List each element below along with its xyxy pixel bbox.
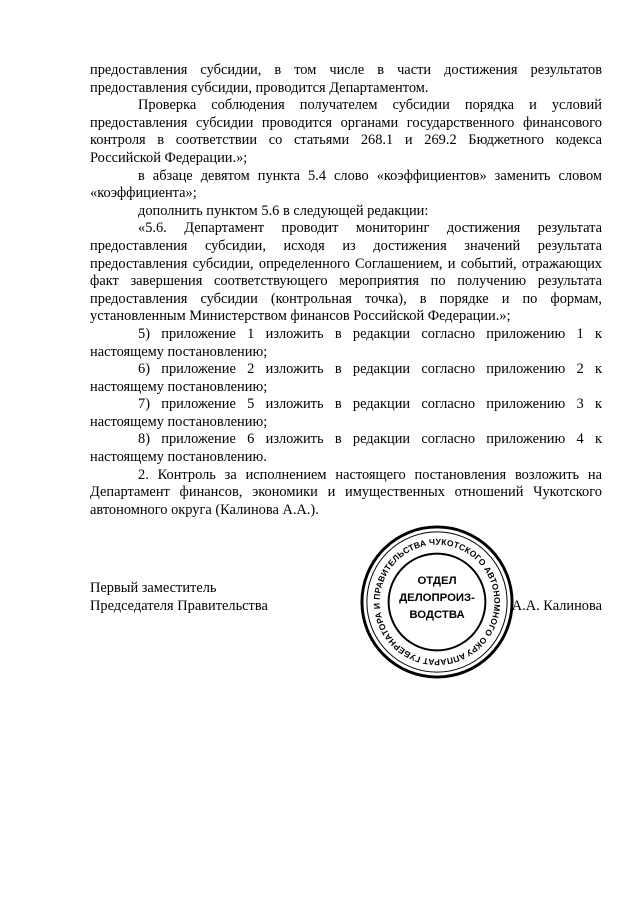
paragraph: 6) приложение 2 изложить в редакции согласно приложению 2 к настоящему постановлению; [90,361,602,395]
paragraph: 5) приложение 1 изложить в редакции согласно приложению 1 к настоящему постановлению; [90,325,602,360]
signatory-position-line: Председателя Правительства [90,598,268,614]
paragraph: 2. Контроль за исполнением настоящего постановления возложить на Департамент финансов, экономики и имущественных отношений Чукотского автономного округа (Калинова А.А.). [90,466,602,518]
signatory-position-line: Первый заместитель [90,580,217,596]
signatory-name: А.А. Калинова [511,598,602,614]
paragraph: «5.6. Департамент проводит мониторинг достижения результата предоставления субсидии, исходя из достижения значений результата предоставления субсидии, определенного Соглашением, и событий, отражающих факт завершения соответствующего мероприятия по получению результата предоставления субсидии (контрольная точка), в порядке и по формам, установленным Министерством финансов Российской Федерации.»; [90,220,602,325]
stamp-ring-text: АППАРАТ ГУБЕРНАТОРА И ПРАВИТЕЛЬСТВА ЧУКОТСКОГО АВТОНОМНОГО ОКРУГА [371,536,503,668]
document-body [90,62,602,519]
stamp-center-text: ОТДЕЛ [417,575,457,588]
paragraph: Проверка соблюдения получателем субсидии порядка и условий предоставления субсидии проводится органами государственного финансового контроля в соответствии со статьями 268.1 и 269.2 Бюджетного кодекса Российской Федерации.»; [90,97,602,166]
official-stamp [358,523,516,681]
stamp-center-text: ДЕЛОПРОИЗ- [399,592,475,605]
stamp-center-text: ВОДСТВА [409,608,465,621]
paragraph: дополнить пунктом 5.6 в следующей редакции: [138,202,429,219]
paragraph: 7) приложение 5 изложить в редакции согласно приложению 3 к настоящему постановлению; [90,396,602,430]
paragraph: предоставления субсидии, в том числе в части достижения результатов предоставления субсидии, проводится Департаментом. [90,62,602,96]
paragraph: 8) приложение 6 изложить в редакции согласно приложению 4 к настоящему постановлению. [90,431,602,466]
signatory-position [90,579,268,615]
paragraph: в абзаце девятом пункта 5.4 слово «коэффициентов» заменить словом «коэффициента»; [90,167,602,202]
